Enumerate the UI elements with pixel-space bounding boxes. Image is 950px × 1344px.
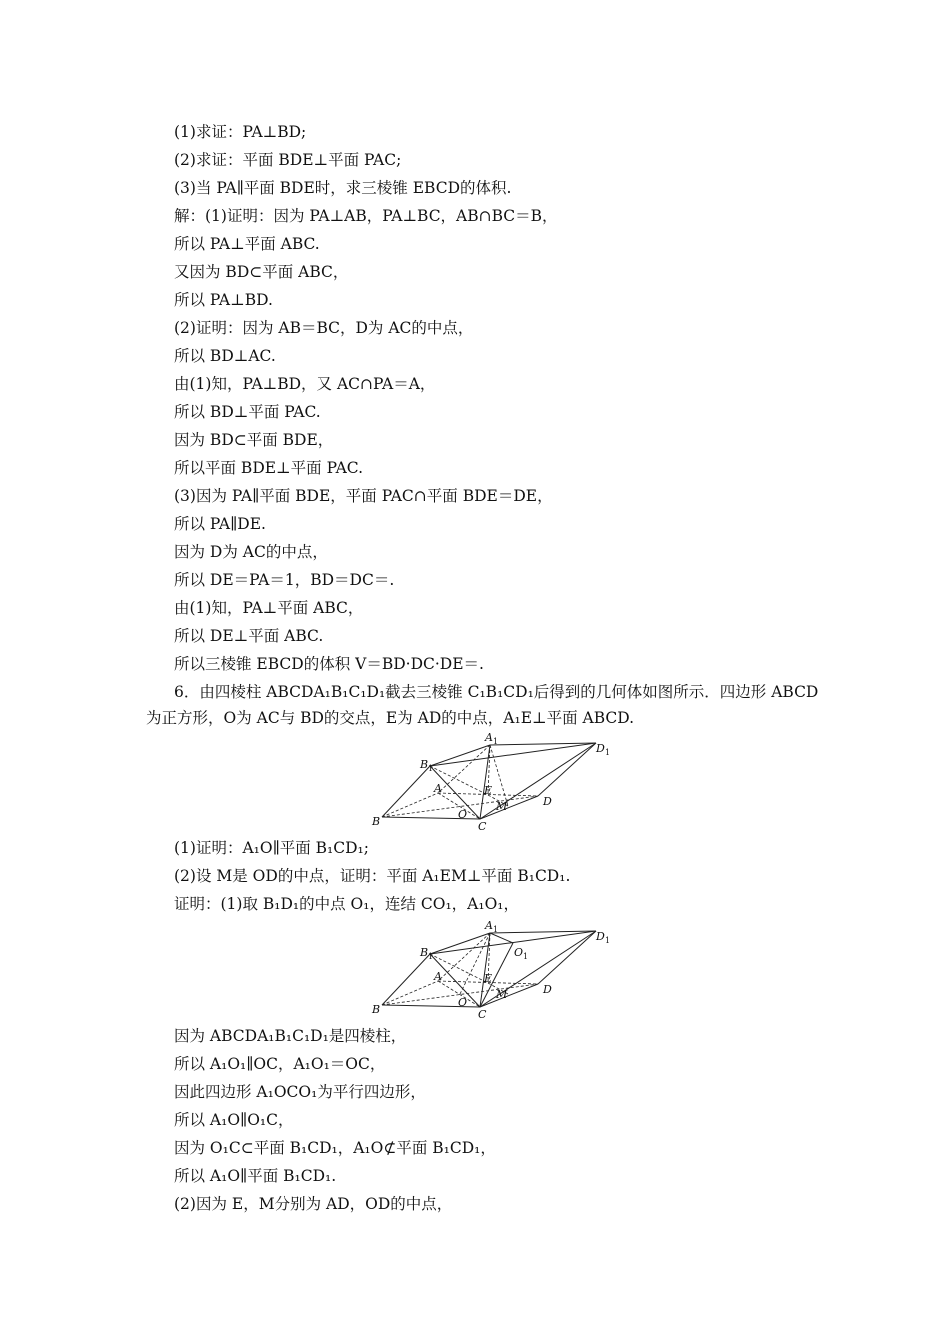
proof-line: 所以 A₁O∥O₁C， <box>174 1111 294 1129</box>
label-D1: D <box>596 930 605 943</box>
label-C: C <box>478 1008 487 1018</box>
problem-intro-line1: 6．由四棱柱 ABCDA₁B₁C₁D₁截去三棱锥 C₁B₁CD₁后得到的几何体如图所示．四边形 ABCD <box>174 683 819 701</box>
label-O: O <box>458 808 468 821</box>
label-C: C <box>478 820 487 830</box>
text-line: 所以 BD⊥AC. <box>174 347 276 365</box>
label-O1: O <box>514 946 524 959</box>
prism-figure-2 <box>368 918 618 1018</box>
proof-line: 因为 O₁C⊂平面 B₁CD₁，A₁O⊄平面 B₁CD₁， <box>174 1139 496 1157</box>
text-line: (3)当 PA∥平面 BDE时，求三棱锥 EBCD的体积. <box>174 179 512 197</box>
text-line: 所以 BD⊥平面 PAC. <box>174 403 321 421</box>
prism-figure <box>368 730 618 830</box>
label-D1: D <box>596 742 605 755</box>
label-subscript: 1 <box>605 748 611 757</box>
text-line: (2)证明：因为 AB＝BC，D为 AC的中点， <box>174 319 474 337</box>
proof-line: 因此四边形 A₁OCO₁为平行四边形， <box>174 1083 426 1101</box>
label-subscript: 1 <box>493 737 499 746</box>
label-D: D <box>543 795 552 808</box>
text-line: (3)因为 PA∥平面 BDE，平面 PAC∩平面 BDE＝DE， <box>174 487 553 505</box>
label-subscript: 1 <box>493 925 499 934</box>
text-line: 因为 BD⊂平面 BDE， <box>174 431 334 449</box>
label-subscript: 1 <box>523 952 529 961</box>
label-A1: A <box>485 731 493 744</box>
label-B1: B <box>420 946 429 959</box>
label-M: M <box>496 800 508 813</box>
text-line: 所以三棱锥 EBCD的体积 V＝BD·DC·DE＝. <box>174 655 484 673</box>
label-B1: B <box>420 758 429 771</box>
label-E: E <box>484 972 493 985</box>
label-A: A <box>434 970 442 983</box>
prism-figure-svg <box>368 730 618 830</box>
prism-figure-2-svg <box>368 918 618 1018</box>
text-line: 由(1)知，PA⊥平面 ABC， <box>174 599 364 617</box>
text-line: 所以 DE⊥平面 ABC. <box>174 627 324 645</box>
proof-line: (2)因为 E，M分别为 AD，OD的中点， <box>174 1195 453 1213</box>
label-subscript: 1 <box>605 936 611 945</box>
text-line: 所以 PA⊥平面 ABC. <box>174 235 320 253</box>
text-line: 所以平面 BDE⊥平面 PAC. <box>174 459 363 477</box>
label-O: O <box>458 996 468 1009</box>
label-B: B <box>372 815 381 828</box>
text-line: 因为 D为 AC的中点， <box>174 543 328 561</box>
label-A: A <box>434 782 442 795</box>
label-subscript: 1 <box>428 764 434 773</box>
label-B: B <box>372 1003 381 1016</box>
proof-line: 所以 A₁O∥平面 B₁CD₁. <box>174 1167 337 1185</box>
label-M: M <box>496 988 508 1001</box>
proof-line: 所以 A₁O₁∥OC，A₁O₁＝OC， <box>174 1055 386 1073</box>
proof-line: 因为 ABCDA₁B₁C₁D₁是四棱柱， <box>174 1027 407 1045</box>
text-line: 所以 PA∥DE. <box>174 515 266 533</box>
text-line: 所以 DE＝PA＝1，BD＝DC＝. <box>174 571 395 589</box>
text-line: 由(1)知，PA⊥BD，又 AC∩PA＝A， <box>174 375 436 393</box>
question-line: (1)证明：A₁O∥平面 B₁CD₁; <box>174 839 369 857</box>
text-line: 又因为 BD⊂平面 ABC， <box>174 263 349 281</box>
problem-intro-line2: 为正方形，O为 AC与 BD的交点，E为 AD的中点，A₁E⊥平面 ABCD. <box>146 709 635 727</box>
label-subscript: 1 <box>428 952 434 961</box>
label-D: D <box>543 983 552 996</box>
text-line: (1)求证：PA⊥BD; <box>174 123 307 141</box>
text-line: 解：(1)证明：因为 PA⊥AB，PA⊥BC，AB∩BC＝B， <box>174 207 558 225</box>
text-line: (2)求证：平面 BDE⊥平面 PAC; <box>174 151 402 169</box>
question-line: 证明：(1)取 B₁D₁的中点 O₁，连结 CO₁，A₁O₁， <box>174 895 520 913</box>
question-line: (2)设 M是 OD的中点，证明：平面 A₁EM⊥平面 B₁CD₁. <box>174 867 571 885</box>
label-A1: A <box>485 919 493 932</box>
text-line: 所以 PA⊥BD. <box>174 291 273 309</box>
label-E: E <box>484 784 493 797</box>
